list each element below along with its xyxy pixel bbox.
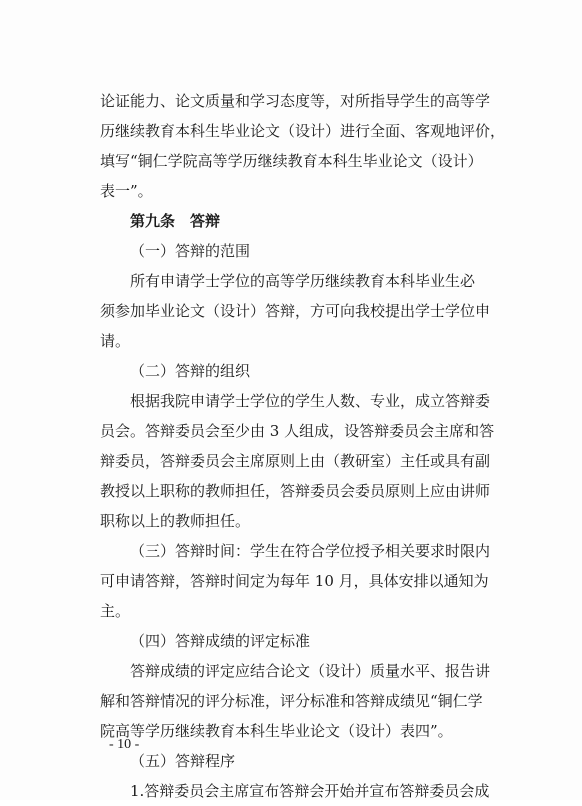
text-line: 教授以上职称的教师担任，答辩委员会委员原则上应由讲师: [100, 482, 491, 500]
text-line: 答辩成绩的评定应结合论文（设计）质量水平、报告讲: [130, 662, 491, 680]
text-line: 根据我院申请学士学位的学生人数、专业，成立答辩委: [130, 392, 491, 410]
text-line: 职称以上的教师担任。: [100, 512, 251, 530]
text-line: 解和答辩情况的评分标准，评分标准和答辩成绩见“铜仁学: [100, 692, 483, 710]
text-line: 论证能力、论文质量和学习态度等，对所指导学生的高等学: [100, 92, 491, 110]
intro-paragraph: [100, 86, 506, 206]
article-heading: 第九条 答辩: [130, 212, 221, 230]
text-line: 填写“铜仁学院高等学历继续教育本科生毕业论文（设计）: [100, 152, 483, 170]
text-line: 请。: [100, 332, 131, 350]
text-line: （二）答辩的组织: [130, 362, 251, 380]
text-line: 院高等学历继续教育本科生毕业论文（设计）表四”。: [100, 722, 453, 740]
page-number: - 10 -: [109, 737, 140, 752]
text-line: 须参加毕业论文（设计）答辩，方可向我校提出学士学位申: [100, 302, 491, 320]
document-body: [100, 86, 506, 806]
text-line: 辩委员，答辩委员会主席原则上由（教研室）主任或具有副: [100, 452, 491, 470]
text-line: 历继续教育本科生毕业论文（设计）进行全面、客观地评价，: [100, 122, 506, 140]
article-sections: [100, 236, 500, 806]
text-line: 1.答辩委员会主席宣布答辩会开始并宣布答辩委员会成: [130, 782, 490, 800]
text-line: （三）答辩时间：学生在符合学位授予相关要求时限内: [130, 542, 491, 560]
text-line: 员会。答辩委员会至少由 3 人组成，设答辩委员会主席和答: [100, 422, 495, 440]
text-line: 主。: [100, 602, 131, 620]
text-line: 可申请答辩，答辩时间定为每年 10 月，具体安排以通知为: [100, 572, 489, 590]
text-line: 表一”。: [100, 182, 153, 200]
text-line: （四）答辩成绩的评定标准: [130, 632, 311, 650]
text-line: 所有申请学士学位的高等学历继续教育本科毕业生必: [130, 272, 476, 290]
text-line: （五）答辩程序: [130, 752, 236, 770]
text-line: （一）答辩的范围: [130, 242, 251, 260]
